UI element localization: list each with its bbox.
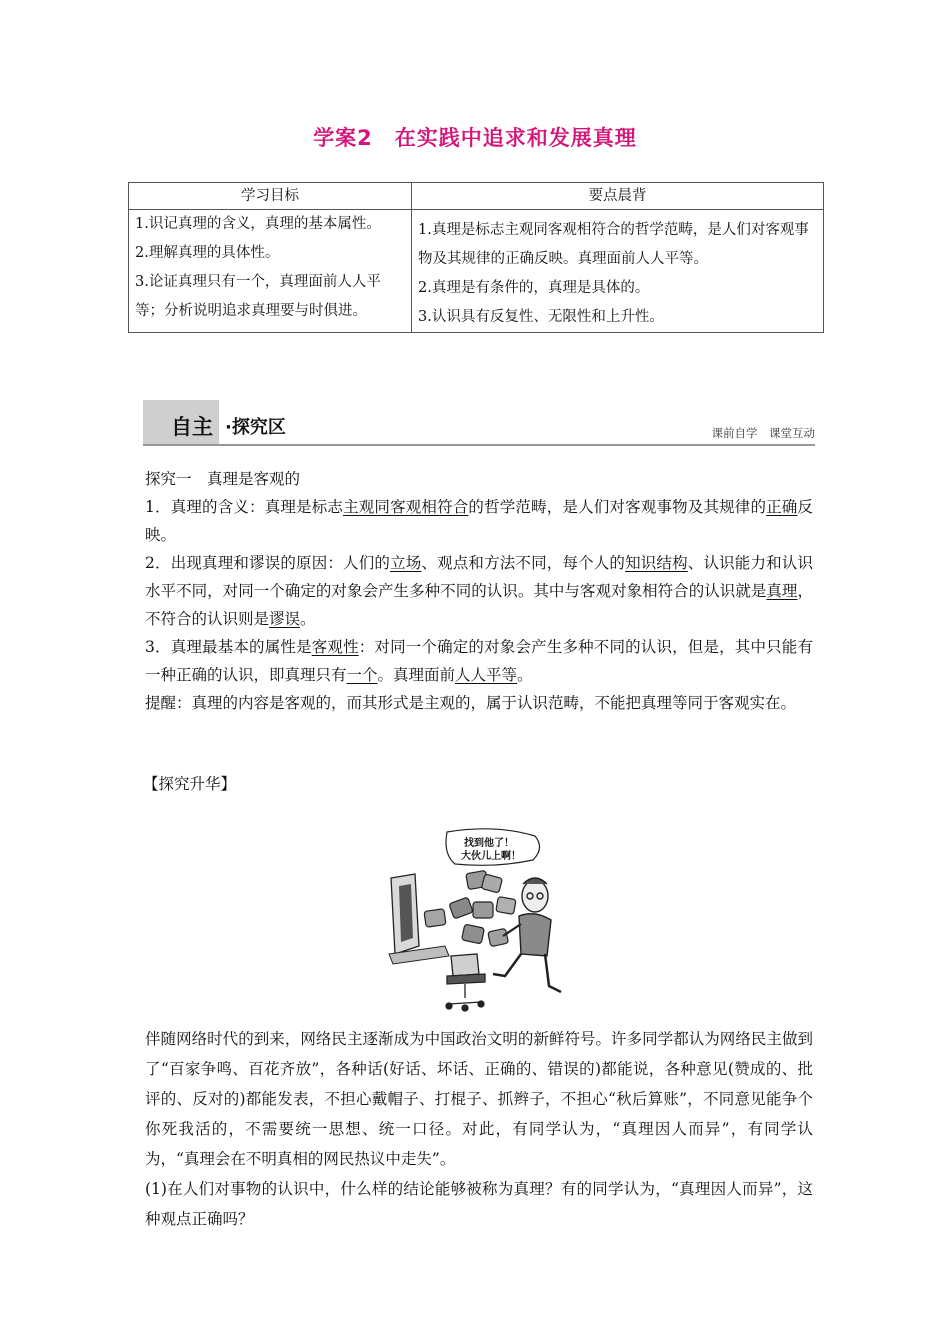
- banner-main-label: 自主: [171, 415, 213, 439]
- section-banner: [143, 400, 815, 446]
- speech-text-line2: 大伙儿上啊！: [461, 851, 521, 862]
- text-span: 1．真理的含义：真理是标志: [145, 498, 344, 516]
- blank-answer: 立场: [390, 554, 422, 572]
- table-header-key-points: 要点晨背: [412, 183, 824, 210]
- table-header-row: [129, 183, 824, 210]
- key-point-item: 3.认识具有反复性、无限性和上升性。: [418, 309, 664, 325]
- reminder-note: 提醒：真理的内容是客观的，而其形式是主观的，属于认识范畴，不能把真理等同于客观实在。: [145, 694, 797, 712]
- text-span: 。真理面前: [377, 666, 456, 684]
- blank-answer: 主观同客观相符合: [343, 498, 469, 516]
- point-2: [145, 549, 813, 633]
- text-span: 2．出现真理和谬误的原因：人们的: [145, 554, 391, 572]
- table-row: [129, 210, 824, 333]
- section-heading: 探究一 真理是客观的: [145, 470, 301, 488]
- running-man: [493, 878, 561, 992]
- case-paragraph: 伴随网络时代的到来，网络民主逐渐成为中国政治文明的新鲜符号。许多同学都认为网络民主做到了“百家争鸣、百花齐放”，各种话(好话、坏话、正确的、错误的)都能说，各种意见(赞成的、批评的、反对的)都能发表，不担心戴帽子、打棍子、抓辫子，不担心“秋后算账”，不同意见能争个你死我活的，不需要统一思想、统一口径。对此，有同学认为，“真理因人而异”，有同学认为，“真理会在不明真相的网民热议中走失”。: [145, 1030, 813, 1168]
- text-span: ，不符合的认识则是: [145, 582, 813, 628]
- blank-answer: 正确: [766, 498, 798, 516]
- explore-section: [145, 465, 813, 717]
- text-span: 3．真理最基本的属性是: [145, 638, 312, 656]
- cartoon-illustration: [385, 826, 565, 1014]
- goals-table: [128, 182, 824, 333]
- text-span: 反映。: [145, 498, 813, 544]
- page-title: 学案2 在实践中追求和发展真理: [313, 126, 637, 150]
- text-span: 。: [517, 666, 533, 684]
- text-span: 、观点和方法不同，每个人的: [421, 554, 626, 572]
- case-material: [145, 1024, 813, 1234]
- goals-cell: [129, 210, 412, 333]
- flying-monitors: [424, 870, 516, 946]
- goal-item: 2.理解真理的具体性。: [135, 245, 280, 261]
- blank-answer: 客观性: [311, 638, 359, 656]
- blank-answer: 一个: [346, 666, 378, 684]
- banner-divider: [143, 444, 815, 446]
- point-3: [145, 633, 813, 689]
- point-1: [145, 493, 813, 549]
- explore-upgrade-tag: 【探究升华】: [143, 775, 237, 793]
- goal-item: 1.识记真理的含义，真理的基本属性。: [135, 216, 381, 232]
- banner-subtitle: 课前自学 课堂互动: [711, 426, 815, 440]
- text-span: 。: [300, 610, 316, 628]
- key-point-item: 2.真理是有条件的，真理是具体的。: [418, 280, 650, 296]
- key-points-cell: [412, 210, 824, 333]
- table-header-goals: 学习目标: [129, 183, 412, 210]
- monitor-screen: [399, 884, 413, 942]
- blank-answer: 人人平等: [455, 666, 518, 684]
- goal-item: 3.论证真理只有一个，真理面前人人平等；分析说明追求真理要与时俱进。: [135, 274, 381, 319]
- text-span: ：对同一个确定的对象会产生多种不同的认识，但是，其中只能有一种正确的认识，即真理只有: [145, 638, 813, 684]
- question-1: (1)在人们对事物的认识中，什么样的结论能够被称为真理？有的同学认为，“真理因人而异”，这种观点正确吗？: [145, 1180, 813, 1228]
- banner-secondary-label: ·探究区: [225, 417, 286, 438]
- office-chair: [446, 954, 485, 1011]
- blank-answer: 谬误: [269, 610, 301, 628]
- key-point-item: 1.真理是标志主观同客观相符合的哲学范畴，是人们对客观事物及其规律的正确反映。真理面前人人平等。: [418, 222, 809, 267]
- text-span: 、认识能力和认识水平不同，对同一个确定的对象会产生多种不同的认识。其中与客观对象相符合的认识就是: [145, 554, 813, 600]
- blank-answer: 知识结构: [625, 554, 688, 572]
- speech-text-line1: 找到他了！: [464, 838, 514, 849]
- blank-answer: 真理: [766, 582, 798, 600]
- text-span: 的哲学范畴，是人们对客观事物及其规律的: [468, 498, 767, 516]
